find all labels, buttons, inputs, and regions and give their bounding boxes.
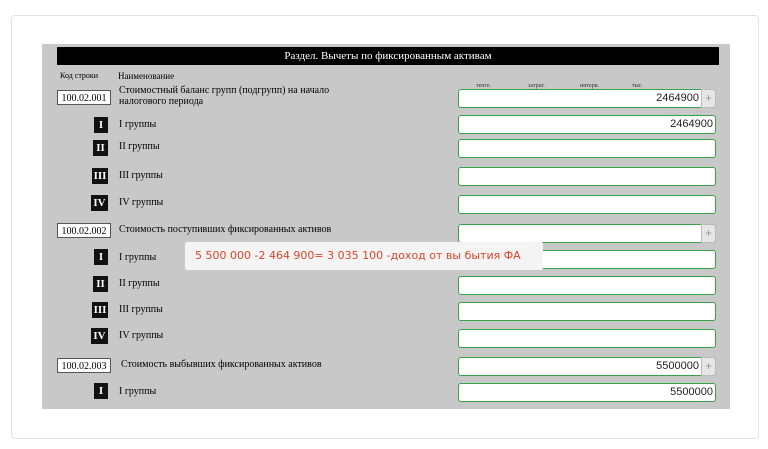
value-text: 2464900	[656, 92, 699, 104]
add-button[interactable]: +	[701, 89, 716, 108]
annotation-note: 5 500 000 -2 464 900= 3 035 100 -доход от вы бытия ФА	[185, 242, 543, 270]
row-code: 100.02.001	[57, 90, 111, 105]
row-label: IV группы	[119, 330, 164, 341]
value-field[interactable]	[458, 383, 716, 402]
group-badge: II	[93, 140, 108, 156]
row-label: II группы	[119, 278, 160, 289]
code-column-header: Код строки	[60, 71, 99, 80]
row-code: 100.02.003	[57, 358, 111, 373]
group-badge: I	[94, 249, 108, 265]
row-label: III группы	[119, 170, 163, 181]
row-label: I группы	[119, 252, 157, 263]
row-label: III группы	[119, 304, 163, 315]
section-title: Раздел. Вычеты по фиксированным активам	[57, 47, 719, 65]
value-field[interactable]	[458, 115, 716, 134]
value-text: 5500000	[670, 386, 713, 398]
value-field[interactable]	[458, 195, 716, 214]
value-text: 5500000	[656, 360, 699, 372]
group-badge: IV	[91, 328, 108, 344]
row-label: II группы	[119, 141, 160, 152]
group-badge: II	[93, 276, 108, 292]
row-label: Стоимость выбывших фиксированных активов	[121, 359, 322, 370]
value-text: 2464900	[670, 118, 713, 130]
value-field[interactable]	[458, 302, 716, 321]
value-field[interactable]	[458, 167, 716, 186]
value-field[interactable]	[458, 329, 716, 348]
row-label: Стоимостный баланс групп (подгрупп) на начало налогового периода	[119, 85, 330, 107]
value-field[interactable]	[458, 89, 716, 108]
value-field[interactable]	[458, 224, 716, 243]
row-label: IV группы	[119, 197, 164, 208]
value-field[interactable]	[458, 357, 716, 376]
group-badge: I	[94, 117, 108, 133]
value-col-header: интерв.	[580, 83, 600, 89]
row-label: I группы	[119, 119, 157, 130]
row-label: Стоимость поступивших фиксированных активов	[119, 224, 332, 235]
value-field[interactable]	[458, 139, 716, 158]
add-button[interactable]: +	[701, 357, 716, 376]
group-badge: I	[94, 383, 108, 399]
value-col-header: тыс.	[632, 83, 643, 89]
value-col-header: тенге.	[476, 83, 492, 89]
group-badge: III	[93, 170, 107, 182]
declaration-form	[42, 44, 730, 409]
group-badge: III	[93, 304, 107, 316]
row-code: 100.02.002	[57, 223, 111, 238]
name-column-header: Наименование	[118, 71, 175, 81]
value-col-header: затрат.	[528, 83, 545, 89]
value-field[interactable]	[458, 276, 716, 295]
row-label: I группы	[119, 386, 157, 397]
add-button[interactable]: +	[701, 224, 716, 243]
group-badge: IV	[91, 195, 108, 211]
